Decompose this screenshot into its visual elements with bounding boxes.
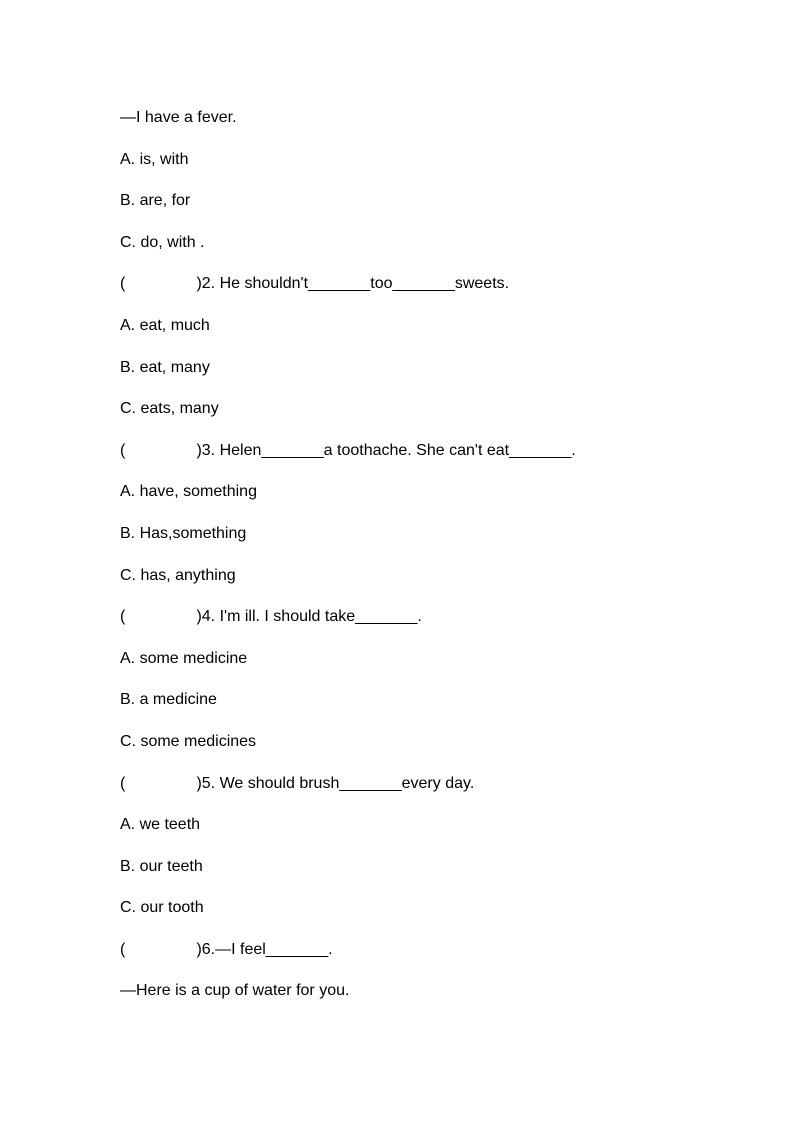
option-c: C. eats, many <box>120 400 219 418</box>
answer-line: —Here is a cup of water for you. <box>120 982 350 1000</box>
option-c: C. has, anything <box>120 566 236 584</box>
question-3: ( )3. Helen_______a toothache. She can't eat_______. <box>120 441 576 459</box>
option-b: B. a medicine <box>120 691 217 709</box>
question-6: ( )6.—I feel_______. <box>120 940 333 958</box>
option-b: B. our teeth <box>120 857 203 875</box>
option-b: B. are, for <box>120 192 191 210</box>
option-c: C. our tooth <box>120 899 204 917</box>
question-2: ( )2. He shouldn't_______too_______sweets. <box>120 275 510 293</box>
option-b: B. Has,something <box>120 524 247 542</box>
option-b: B. eat, many <box>120 358 210 376</box>
question-4: ( )4. I'm ill. I should take_______. <box>120 608 422 626</box>
answer-line: —I have a fever. <box>120 109 237 126</box>
option-c: C. do, with . <box>120 233 205 251</box>
option-a: A. some medicine <box>120 649 248 667</box>
option-c: C. some medicines <box>120 732 257 750</box>
option-a: A. is, with <box>120 150 189 168</box>
question-5: ( )5. We should brush_______every day. <box>120 774 475 792</box>
option-a: A. eat, much <box>120 316 210 334</box>
option-a: A. we teeth <box>120 816 201 834</box>
option-a: A. have, something <box>120 483 257 501</box>
worksheet-page <box>120 104 680 1019</box>
